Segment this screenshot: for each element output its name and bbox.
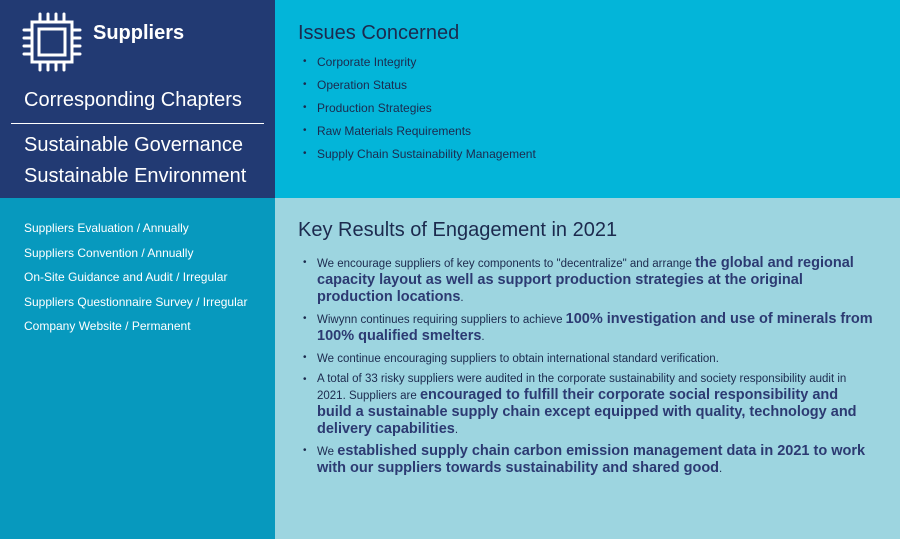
chapters-heading: Corresponding Chapters xyxy=(24,89,242,111)
result-highlight: encouraged to fulfill their corporate social responsibility and build a sustainable supply chain except equipped with quality, technology and delivery capabilities xyxy=(317,387,857,437)
issues-list xyxy=(303,53,536,168)
result-text: A total of 33 risky suppliers were audited in the corporate sustainability and society responsibility audit in 2021. Suppliers are xyxy=(317,373,847,402)
chapter-item: Sustainable Governance xyxy=(24,134,244,156)
result-suffix: . xyxy=(719,463,723,475)
result-text: Wiwynn continues requiring suppliers to achieve xyxy=(317,314,566,326)
stakeholder-title: Suppliers xyxy=(93,22,185,44)
result-suffix: . xyxy=(454,424,459,436)
result-highlight: 100% investigation and use of minerals from 100% qualified smelters xyxy=(317,311,873,344)
issue-item: • Corporate Integrity xyxy=(303,53,536,76)
results-list xyxy=(303,255,873,482)
method-item: Company Website / Permanent xyxy=(24,319,191,333)
result-item xyxy=(303,311,873,345)
result-text: We xyxy=(317,446,338,458)
chip-icon xyxy=(20,10,84,74)
result-item xyxy=(303,255,873,306)
issues-panel xyxy=(275,0,900,198)
method-item: On-Site Guidance and Audit / Irregular xyxy=(24,270,228,284)
stakeholder-panel xyxy=(0,0,275,198)
result-highlight: established supply chain carbon emission management data in 2021 to work with our suppliers towards sustainability and shared good xyxy=(317,443,866,476)
issue-item: • Operation Status xyxy=(303,76,536,99)
result-item xyxy=(303,350,873,367)
results-heading: Key Results of Engagement in 2021 xyxy=(298,219,618,241)
methods-panel xyxy=(0,198,275,539)
result-text: We encourage suppliers of key components to "decentralize" and arrange xyxy=(317,258,696,270)
result-item xyxy=(303,443,873,477)
issue-item: • Production Strategies xyxy=(303,99,536,122)
method-item: Suppliers Convention / Annually xyxy=(24,245,194,260)
method-item: Suppliers Evaluation / Annually xyxy=(24,221,189,235)
issue-item: • Raw Materials Requirements xyxy=(303,122,536,145)
chapter-item: Sustainable Environment xyxy=(24,165,247,187)
result-text: We continue encouraging suppliers to obtain international standard verification. xyxy=(317,353,719,365)
result-suffix: . xyxy=(481,331,485,343)
result-suffix: . xyxy=(460,292,464,304)
result-item xyxy=(303,372,873,438)
divider xyxy=(11,123,264,124)
methods-list xyxy=(24,219,247,342)
issue-item: • Supply Chain Sustainability Management xyxy=(303,145,536,168)
result-highlight: the global and regional capacity layout as well as support production strategies at the original production locations xyxy=(317,255,854,305)
results-panel xyxy=(275,198,900,539)
method-item: Suppliers Questionnaire Survey / Irregular xyxy=(24,294,248,309)
issues-heading: Issues Concerned xyxy=(298,22,460,44)
